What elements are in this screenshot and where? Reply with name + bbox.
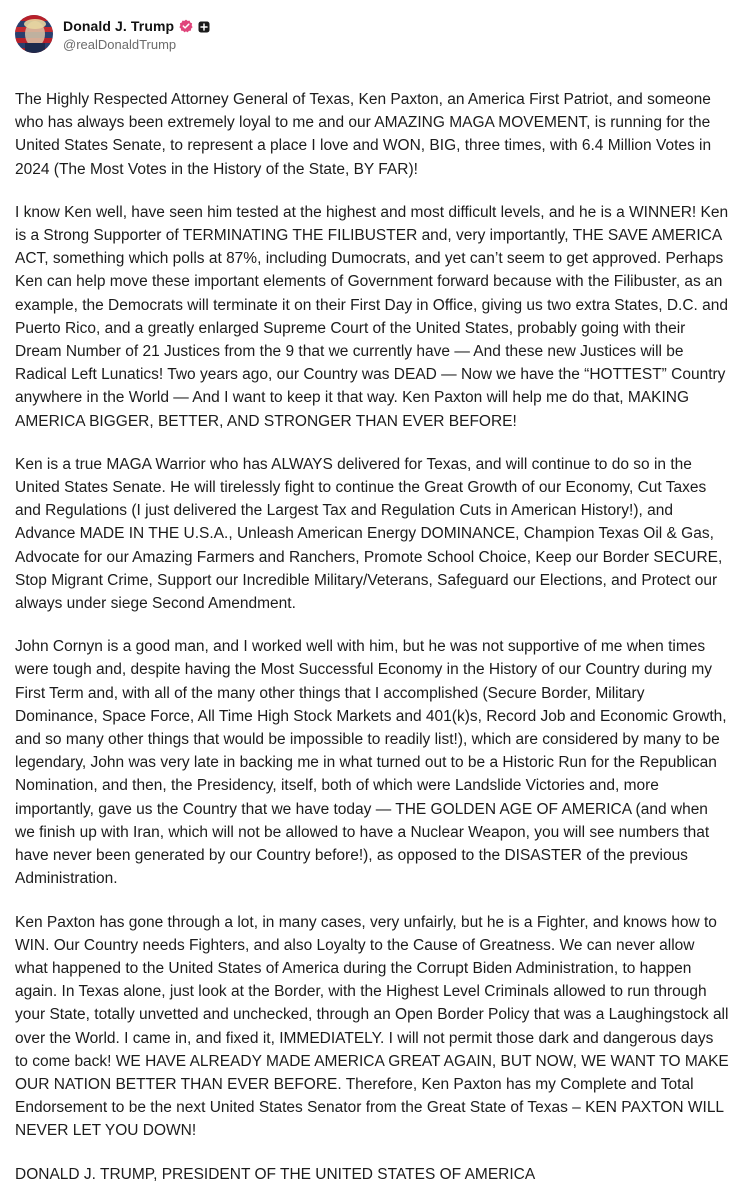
name-row: [63, 17, 210, 35]
post-paragraph: Ken Paxton has gone through a lot, in many cases, very unfairly, but he is a Fighter, and knows how to WIN. Our Country needs Fighters, and also Loyalty to the Cause of Greatness. We can never allow what happened to the United States of America during the Corrupt Biden Administration, to happen again. In Texas alone, just look at the Border, with the Highest Level Criminals allowed to run through your State, totally unvetted and unchecked, through an Open Border Policy that was a Laughingstock all over the World. I came in, and fixed it, IMMEDIATELY. I will not permit those dark and dangerous days to come back! WE HAVE ALREADY MADE AMERICA GREAT AGAIN, BUT NOW, WE WANT TO MAKE OUR NATION BETTER THAN EVER BEFORE. Therefore, Ken Paxton has my Complete and Total Endorsement to be the next United States Senator from the Great State of Texas – KEN PAXTON WILL NEVER LET YOU DOWN!: [15, 913, 729, 1140]
avatar[interactable]: [15, 15, 53, 53]
author-display-name[interactable]: Donald J. Trump: [63, 17, 175, 34]
post-paragraph: John Cornyn is a good man, and I worked well with him, but he was not supportive of me when times were tough and, despite having the Most Successful Economy in the History of our Country during my First Term and, with all of the many other things that I accomplished (Secure Border, Military Dominance, Space Force, All Time High Stock Markets and 401(k)s, Record Job and Economic Growth, and so many other things that would be impossible to readily list!), which are considered by many to be legendary, John was very late in backing me in what turned out to be a Historic Run for the Republican Nomination, and then, the Presidency, itself, both of which were Landslide Victories and, more importantly, gave us the Country that we have today — THE GOLDEN AGE OF AMERICA (and when we finish up with Iran, which will not be allowed to have a Nuclear Weapon, you will see numbers that have never been generated by our Country before!), as opposed to the DISASTER of the previous Administration.: [15, 638, 727, 888]
author-handle[interactable]: @realDonaldTrump: [63, 36, 177, 52]
plus-icon[interactable]: [198, 20, 210, 32]
post-header: [15, 14, 729, 54]
post-body: [15, 88, 729, 1186]
post-paragraph: The Highly Respected Attorney General of Texas, Ken Paxton, an America First Patriot, and someone who has always been extremely loyal to me and our AMAZING MAGA MOVEMENT, is running for the United States Senate, to represent a place I love and WON, BIG, three times, with 6.4 Million Votes in 2024 (The Most Votes in the History of the State, BY FAR)!: [15, 91, 712, 178]
verified-badge-icon: [179, 19, 193, 33]
post-signature: DONALD J. TRUMP, PRESIDENT OF THE UNITED STATES OF AMERICA: [15, 1165, 536, 1183]
author-meta: [63, 17, 210, 52]
avatar-image: [15, 15, 53, 53]
post-paragraph: I know Ken well, have seen him tested at the highest and most difficult levels, and he is a WINNER! Ken is a Strong Supporter of TERMINATING THE FILIBUSTER and, very importantly, THE SAVE AMERICA ACT, something which polls at 87%, including Dumocrats, and yet can’t seem to get approved. Perhaps Ken can help move these important elements of Government forward because with the Filibuster, as an example, the Democrats will terminate it on their First Day in Office, giving us two extra States, D.C. and Puerto Rico, and a greatly enlarged Supreme Court of the United States, probably going with their Dream Number of 21 Justices from the 9 that we currently have — And these new Justices will be Radical Left Lunatics! Two years ago, our Country was DEAD — Now we have the “HOTTEST” Country anywhere in the World — And I want to keep it that way. Ken Paxton will help me do that, MAKING AMERICA BIGGER, BETTER, AND STRONGER THAN EVER BEFORE!: [15, 203, 729, 430]
post-paragraph: Ken is a true MAGA Warrior who has ALWAYS delivered for Texas, and will continue to do so in the United States Senate. He will tirelessly fight to continue the Great Growth of our Economy, Cut Taxes and Regulations (I just delivered the Largest Tax and Regulation Cuts in American History!), and Advance MADE IN THE U.S.A., Unleash American Energy DOMINANCE, Champion Texas Oil & Gas, Advocate for our Amazing Farmers and Ranchers, Promote School Choice, Keep our Border SECURE, Stop Migrant Crime, Support our Incredible Military/Veterans, Safeguard our Elections, and Protect our always under siege Second Amendment.: [15, 455, 723, 613]
